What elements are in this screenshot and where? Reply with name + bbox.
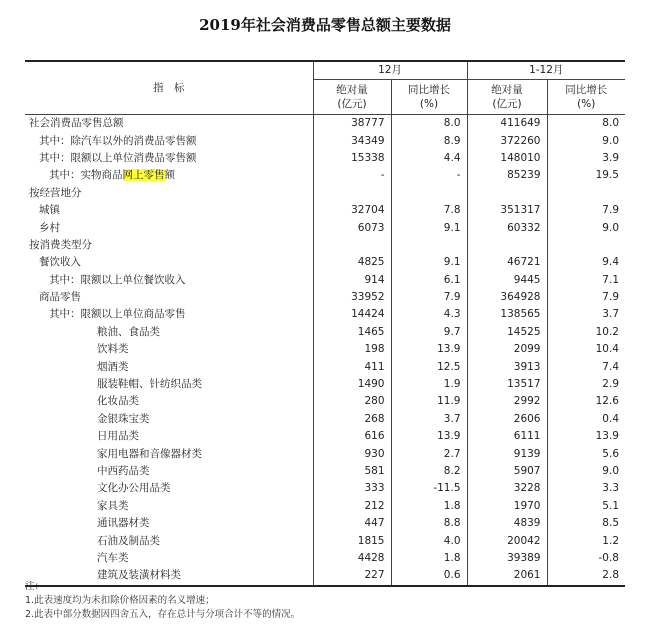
table-row [25,341,625,358]
table-row [25,376,625,393]
ytd-abs-cell: 5907 [467,463,547,480]
table-row [25,237,625,254]
month-abs-cell: 411 [313,358,391,375]
ytd-abs-cell: 2061 [467,567,547,585]
row-label: 家具类 [25,498,313,515]
ytd-yoy-cell: 12.6 [595,395,619,408]
month-abs-cell: - [313,167,391,184]
month-yoy-cell: 13.9 [391,341,467,358]
ytd-yoy-cell: 10.4 [595,343,619,356]
month-yoy-header [391,80,467,115]
month-abs-cell: 212 [313,498,391,515]
ytd-period-header: 1-12月 [467,61,625,80]
ytd-abs-cell: 372260 [467,132,547,149]
ytd-yoy-cell [547,237,625,254]
note-2: 2.此表中部分数据因四舍五入，存在总计与分项合计不等的情况。 [25,609,301,620]
table-row [25,167,625,184]
ytd-yoy-cell: 5.6 [602,447,619,460]
row-label: 汽车类 [25,550,313,567]
page-title: 2019年社会消费品零售总额主要数据 [199,16,451,34]
row-label: 乡村 [25,219,313,236]
month-abs-cell: 15338 [313,150,391,167]
table-row [25,498,625,515]
month-period-header: 12月 [313,61,467,80]
ytd-yoy-cell: 9.4 [602,256,619,269]
month-abs-cell: 34349 [313,132,391,149]
month-abs-cell: 914 [313,272,391,289]
table-row [25,532,625,549]
ytd-yoy-cell: 3.9 [602,151,619,164]
row-label-text: 额 [164,169,175,182]
table-row [25,480,625,497]
month-abs-cell: 447 [313,515,391,532]
month-abs-cell: 1490 [313,376,391,393]
ytd-abs-cell: 13517 [467,376,547,393]
month-yoy-cell [391,237,467,254]
notes-heading: 注： [25,581,45,592]
ytd-abs-cell: 138565 [467,306,547,323]
row-label: 其中：限额以上单位餐饮收入 [25,272,313,289]
row-label: 建筑及装潢材料类 [25,567,313,585]
ytd-yoy-cell: 7.9 [602,204,619,217]
row-label: 餐饮收入 [25,254,313,271]
ytd-abs-cell: 2606 [467,411,547,428]
row-label: 粮油、食品类 [25,324,313,341]
month-yoy-cell: 7.8 [391,202,467,219]
month-yoy-cell: - [391,167,467,184]
row-label: 其中：除汽车以外的消费品零售额 [25,132,313,149]
table-row [25,289,625,306]
ytd-abs-cell: 60332 [467,219,547,236]
row-label: 其中：限额以上单位商品零售 [25,306,313,323]
month-yoy-cell: 13.9 [391,428,467,445]
ytd-yoy-cell: 3.7 [602,308,619,321]
month-yoy-cell: 8.9 [391,132,467,149]
ytd-abs-cell: 3913 [467,358,547,375]
month-abs-cell: 198 [313,341,391,358]
ytd-abs-cell: 20042 [467,532,547,549]
table-row [25,254,625,271]
table-body [25,115,625,586]
ytd-abs-cell: 9445 [467,272,547,289]
table-row [25,550,625,567]
table-row [25,445,625,462]
table-row [25,515,625,532]
month-yoy-cell: 7.9 [391,289,467,306]
footnotes [25,580,300,622]
indicator-header: 指 标 [25,61,313,115]
ytd-abs-cell: 4839 [467,515,547,532]
month-yoy-cell: 4.3 [391,306,467,323]
month-abs-cell: 581 [313,463,391,480]
row-label: 日用品类 [25,428,313,445]
ytd-abs-cell: 39389 [467,550,547,567]
row-label: 文化办公用品类 [25,480,313,497]
month-abs-cell: 14424 [313,306,391,323]
month-abs-cell [313,185,391,202]
table-row [25,185,625,202]
month-abs-cell: 38777 [313,115,391,133]
month-abs-cell: 33952 [313,289,391,306]
month-abs-cell: 4825 [313,254,391,271]
row-label: 社会消费品零售总额 [25,115,313,133]
table-row [25,358,625,375]
ytd-yoy-cell: 0.4 [602,412,619,425]
month-abs-cell: 333 [313,480,391,497]
table-row [25,324,625,341]
month-yoy-cell: 1.9 [391,376,467,393]
ytd-abs-cell [467,237,547,254]
ytd-abs-cell: 9139 [467,445,547,462]
ytd-abs-cell: 351317 [467,202,547,219]
retail-sales-table [25,60,625,587]
row-label: 中西药品类 [25,463,313,480]
row-label: 其中：限额以上单位消费品零售额 [25,150,313,167]
table-row [25,219,625,236]
row-label: 饮料类 [25,341,313,358]
ytd-yoy-cell: 13.9 [595,430,619,443]
ytd-abs-cell: 85239 [467,167,547,184]
month-abs-cell: 227 [313,567,391,585]
table-row [25,115,625,133]
row-label [25,167,313,184]
month-yoy-cell: 1.8 [391,550,467,567]
row-label: 商品零售 [25,289,313,306]
ytd-yoy-cell: -0.8 [598,551,619,564]
ytd-abs-cell: 1970 [467,498,547,515]
ytd-abs-cell: 148010 [467,150,547,167]
month-abs-cell: 6073 [313,219,391,236]
yoy-unit: (%) [577,98,596,110]
ytd-yoy-cell: 2.8 [547,567,625,585]
ytd-yoy-cell: 10.2 [595,325,619,338]
month-abs-cell: 930 [313,445,391,462]
month-yoy-cell: 3.7 [391,411,467,428]
table-row [25,393,625,410]
month-yoy-cell: 1.8 [391,498,467,515]
month-yoy-cell: 6.1 [391,272,467,289]
ytd-abs-cell: 411649 [467,115,547,133]
yoy-label: 同比增长 [408,84,450,96]
month-yoy-cell: 9.1 [391,219,467,236]
month-yoy-cell: -11.5 [391,480,467,497]
ytd-yoy-cell: 3.3 [602,482,619,495]
table-row [25,411,625,428]
month-abs-cell: 1815 [313,532,391,549]
ytd-yoy-header [547,80,625,115]
month-yoy-cell: 11.9 [391,393,467,410]
yoy-label: 同比增长 [565,84,608,96]
month-yoy-cell: 8.8 [391,515,467,532]
month-yoy-cell: 8.2 [391,463,467,480]
ytd-yoy-cell: 1.2 [602,534,619,547]
month-yoy-cell: 12.5 [391,358,467,375]
ytd-abs-cell: 46721 [467,254,547,271]
row-label: 金银珠宝类 [25,411,313,428]
row-label: 通讯器材类 [25,515,313,532]
month-yoy-cell: 9.7 [391,324,467,341]
ytd-abs-cell: 2099 [467,341,547,358]
month-abs-cell: 616 [313,428,391,445]
note-1: 1.此表速度均为未扣除价格因素的名义增速； [25,595,215,606]
month-yoy-cell: 9.1 [391,254,467,271]
row-label: 石油及制品类 [25,532,313,549]
abs-unit: (亿元) [492,98,522,110]
yoy-unit: (%) [419,98,439,110]
month-yoy-cell: 0.6 [391,567,467,585]
highlighted-term: 网上零售 [122,169,165,182]
ytd-abs-cell: 6111 [467,428,547,445]
month-yoy-cell [391,185,467,202]
ytd-abs-cell: 364928 [467,289,547,306]
abs-label: 绝对量 [491,84,523,96]
table-row [25,202,625,219]
table-row [25,463,625,480]
ytd-abs-cell: 3228 [467,480,547,497]
table-row [25,150,625,167]
table-row [25,132,625,149]
row-label: 城镇 [25,202,313,219]
month-abs-cell [313,237,391,254]
month-abs-cell: 1465 [313,324,391,341]
month-abs-cell: 32704 [313,202,391,219]
ytd-yoy-cell: 5.1 [602,499,619,512]
month-abs-header [313,80,391,115]
ytd-yoy-cell: 9.0 [602,221,619,234]
row-label-text: 其中：实物商品 [49,169,123,182]
table-row [25,428,625,445]
month-abs-cell: 268 [313,411,391,428]
month-yoy-cell: 2.7 [391,445,467,462]
ytd-yoy-cell: 8.5 [602,517,619,530]
ytd-abs-cell: 2992 [467,393,547,410]
ytd-abs-cell [467,185,547,202]
ytd-yoy-cell: 8.0 [602,117,619,130]
month-yoy-cell: 4.4 [391,150,467,167]
abs-unit: (亿元) [337,98,367,110]
month-yoy-cell: 8.0 [391,115,467,133]
ytd-abs-header [467,80,547,115]
row-label: 烟酒类 [25,358,313,375]
ytd-yoy-cell: 9.0 [602,465,619,477]
abs-label: 绝对量 [336,84,368,96]
ytd-yoy-cell: 9.0 [602,134,619,147]
table-row [25,306,625,323]
row-label: 按经营地分 [25,185,313,202]
ytd-abs-cell: 14525 [467,324,547,341]
ytd-yoy-cell: 7.1 [602,273,619,286]
month-yoy-cell: 4.0 [391,532,467,549]
table-row [25,272,625,289]
ytd-yoy-cell: 2.9 [602,378,619,391]
row-label: 化妆品类 [25,393,313,410]
month-abs-cell: 280 [313,393,391,410]
row-label: 按消费类型分 [25,237,313,254]
ytd-yoy-cell: 19.5 [595,169,619,182]
ytd-yoy-cell: 7.4 [602,360,619,373]
month-abs-cell: 4428 [313,550,391,567]
ytd-yoy-cell [547,185,625,202]
ytd-yoy-cell: 7.9 [602,291,619,304]
row-label: 服装鞋帽、针纺织品类 [25,376,313,393]
row-label: 家用电器和音像器材类 [25,445,313,462]
